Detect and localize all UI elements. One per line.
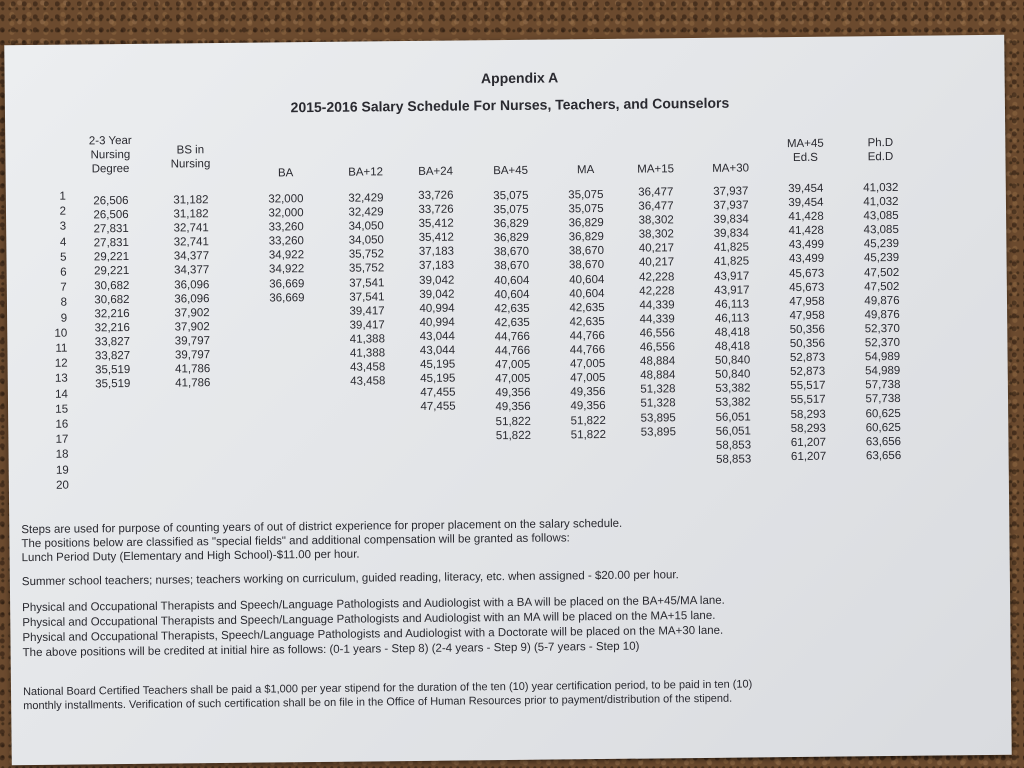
salary-column	[401, 188, 473, 414]
step-number: 10	[54, 327, 68, 340]
salary-cell: 61,207	[790, 450, 827, 463]
salary-column	[771, 182, 844, 465]
salary-cell: 43,044	[419, 330, 455, 343]
salary-cell: 35,412	[418, 231, 454, 245]
column-header: MA+15	[637, 163, 675, 176]
salary-cell: 34,377	[173, 264, 210, 277]
salary-cell: 54,989	[864, 351, 901, 364]
salary-cell: 38,670	[568, 259, 605, 272]
step-number: 13	[54, 373, 68, 386]
column-header: BA+12	[348, 166, 384, 179]
salary-cell: 34,922	[268, 263, 305, 276]
note-nbct-stipend: National Board Certified Teachers shall be paid a $1,000 per year stipend for the duration of the ten (10) year certification period, to be paid in ten (10)	[22, 678, 753, 699]
note-special-fields: The positions below are classified as "special fields" and additional compensation will be granted as follows:	[21, 532, 570, 551]
salary-cell: 35,519	[95, 364, 131, 377]
salary-cell: 49,356	[570, 386, 606, 399]
salary-cell: 58,853	[715, 453, 752, 466]
salary-cell: 37,902	[174, 306, 210, 320]
salary-cell: 48,418	[714, 340, 751, 353]
salary-cell: 45,673	[789, 267, 825, 280]
step-number: 14	[55, 388, 68, 401]
salary-cell: 47,502	[864, 266, 900, 279]
salary-cell: 63,656	[865, 435, 902, 448]
salary-cell: 45,239	[863, 252, 900, 265]
salary-cell: 37,902	[174, 320, 210, 334]
step-number: 11	[55, 342, 68, 355]
salary-cell: 60,625	[865, 421, 901, 434]
salary-cell: 46,556	[639, 341, 676, 354]
salary-cell: 38,302	[638, 228, 674, 241]
salary-cell: 41,428	[788, 224, 824, 238]
salary-cell: 37,183	[418, 260, 455, 273]
salary-cell: 43,458	[350, 375, 386, 388]
salary-cell: 43,917	[714, 284, 750, 297]
salary-cell: 44,339	[639, 299, 675, 312]
step-number: 9	[60, 312, 68, 325]
salary-cell: 42,228	[639, 270, 675, 284]
salary-cell: 41,786	[175, 363, 211, 376]
column-header: MA+30	[712, 162, 750, 175]
salary-column	[846, 181, 919, 464]
salary-cell: 32,216	[94, 307, 130, 321]
salary-cell: 43,458	[349, 361, 386, 374]
salary-cell: 51,822	[495, 429, 532, 442]
salary-cell: 56,051	[715, 425, 751, 438]
salary-cell: 31,182	[173, 208, 209, 221]
salary-cell: 47,005	[569, 358, 606, 371]
salary-cell: 33,260	[268, 235, 304, 248]
salary-cell: 47,958	[789, 309, 825, 322]
salary-cell: 45,195	[419, 358, 456, 372]
salary-cell: 49,876	[864, 308, 900, 322]
note-summer-school: Summer school teachers; nurses; teachers working on curriculum, guided reading, literacy, etc. when assigned - $20.00 per hour.	[21, 569, 679, 589]
salary-cell: 37,937	[713, 199, 749, 212]
salary-cell: 32,429	[348, 192, 384, 205]
salary-cell: 38,670	[493, 260, 530, 273]
salary-cell: 47,455	[420, 400, 456, 414]
salary-cell: 36,829	[493, 232, 529, 245]
salary-column	[331, 191, 403, 389]
salary-column	[621, 185, 694, 439]
step-number: 17	[55, 433, 69, 446]
salary-cell: 44,766	[494, 344, 531, 358]
salary-cell: 58,293	[790, 408, 826, 421]
salary-cell: 44,766	[494, 330, 530, 344]
salary-cell: 56,051	[715, 410, 751, 424]
salary-cell: 39,834	[713, 213, 749, 227]
salary-cell: 47,958	[789, 295, 825, 308]
salary-cell: 33,260	[268, 221, 304, 234]
salary-cell: 43,085	[863, 210, 899, 223]
salary-cell: 26,506	[93, 194, 129, 208]
salary-cell: 31,182	[173, 194, 209, 207]
salary-cell: 61,207	[790, 436, 827, 449]
salary-cell: 47,502	[864, 280, 900, 293]
salary-cell: 46,113	[714, 312, 750, 325]
salary-cell: 39,797	[174, 349, 211, 362]
salary-cell: 36,669	[269, 291, 305, 305]
salary-cell: 30,682	[94, 279, 130, 292]
salary-cell: 39,417	[349, 319, 385, 332]
salary-column	[696, 184, 769, 467]
step-number: 18	[55, 449, 69, 462]
salary-cell: 43,085	[863, 224, 899, 237]
step-number: 12	[54, 357, 68, 370]
salary-cell: 52,873	[789, 351, 826, 365]
salary-cell: 49,356	[495, 387, 531, 400]
salary-cell: 60,625	[865, 407, 901, 420]
salary-cell: 36,477	[638, 186, 674, 199]
salary-cell: 55,517	[790, 379, 826, 393]
salary-column	[551, 188, 624, 442]
step-number: 16	[55, 418, 69, 431]
column-header: Ph.D Ed.D	[867, 136, 894, 164]
salary-cell: 41,825	[713, 255, 750, 269]
salary-cell: 27,831	[93, 237, 129, 250]
salary-cell: 36,096	[174, 292, 210, 306]
salary-cell: 36,829	[568, 231, 604, 244]
salary-cell: 50,840	[715, 368, 751, 382]
salary-cell: 34,050	[348, 220, 384, 233]
salary-cell: 35,519	[95, 378, 131, 391]
step-number: 2	[59, 205, 67, 218]
salary-cell: 27,831	[93, 223, 129, 236]
document-title: 2015-2016 Salary Schedule For Nurses, Teachers, and Counselors	[290, 94, 730, 116]
salary-cell: 63,656	[865, 449, 902, 463]
salary-cell: 49,356	[570, 400, 606, 413]
salary-cell: 42,635	[494, 316, 530, 329]
salary-cell: 32,741	[173, 222, 209, 235]
salary-cell: 35,075	[493, 203, 529, 217]
salary-cell: 58,853	[715, 439, 752, 452]
salary-cell: 39,834	[713, 227, 749, 241]
step-number: 15	[55, 403, 69, 416]
salary-cell: 50,356	[789, 337, 826, 351]
salary-column	[476, 189, 549, 443]
salary-cell: 39,454	[788, 182, 824, 196]
salary-column	[76, 194, 148, 392]
salary-cell: 40,604	[494, 274, 530, 287]
salary-cell: 53,382	[715, 382, 751, 396]
salary-cell: 40,217	[638, 256, 675, 270]
salary-cell: 45,239	[863, 238, 900, 251]
salary-cell: 42,635	[494, 302, 530, 315]
salary-cell: 52,873	[790, 365, 826, 379]
note-nbct-verification: monthly installments. Verification of such certification shall be on file in the Office of Human Resources prior to payment/distribution of the stipend.	[23, 692, 733, 713]
salary-cell: 55,517	[790, 394, 826, 407]
column-header: MA+45 Ed.S	[786, 137, 824, 165]
salary-cell: 41,032	[863, 195, 899, 209]
salary-cell: 32,000	[268, 207, 304, 220]
appendix-label: Appendix A	[480, 69, 559, 87]
salary-cell: 45,673	[789, 281, 825, 294]
salary-cell: 52,370	[864, 322, 900, 336]
salary-cell: 40,604	[569, 287, 605, 301]
salary-cell: 29,221	[93, 265, 130, 278]
salary-cell: 49,876	[864, 294, 900, 308]
salary-cell: 33,827	[94, 349, 131, 363]
step-numbers-column	[36, 190, 69, 494]
salary-cell: 38,302	[638, 214, 674, 227]
salary-cell: 49,356	[495, 401, 531, 414]
salary-cell: 47,005	[494, 358, 531, 372]
salary-cell: 35,752	[348, 262, 385, 276]
salary-cell: 39,454	[788, 196, 824, 210]
salary-cell: 43,499	[788, 239, 825, 252]
salary-cell: 38,670	[493, 246, 530, 259]
salary-cell: 47,005	[570, 372, 606, 385]
step-number: 8	[60, 297, 68, 310]
salary-cell: 47,005	[495, 372, 531, 386]
salary-cell: 41,786	[175, 377, 211, 390]
salary-cell: 35,752	[348, 248, 385, 262]
salary-cell: 33,726	[418, 203, 454, 217]
salary-cell: 36,829	[568, 217, 604, 230]
salary-cell: 32,000	[268, 193, 304, 206]
salary-cell: 36,096	[174, 278, 210, 292]
step-number: 4	[59, 236, 67, 249]
salary-cell: 39,417	[349, 305, 385, 318]
salary-cell: 36,477	[638, 200, 674, 213]
salary-cell: 40,217	[638, 242, 675, 255]
salary-cell: 51,328	[640, 383, 676, 396]
note-initial-hire: The above positions will be credited at initial hire as follows: (0-1 years - Step 8) (2-4 years - Step 9) (5-7 years - Step 10)	[22, 640, 640, 660]
salary-cell: 41,388	[349, 333, 386, 346]
salary-cell: 40,994	[419, 316, 455, 329]
salary-cell: 32,741	[173, 236, 209, 249]
salary-cell: 50,356	[789, 323, 825, 336]
salary-cell: 45,195	[420, 372, 456, 386]
salary-cell: 53,895	[640, 411, 676, 425]
salary-schedule-document	[4, 35, 1011, 765]
salary-cell: 48,884	[640, 369, 676, 382]
salary-cell: 34,922	[268, 249, 305, 262]
salary-cell: 44,339	[639, 313, 675, 326]
salary-cell: 43,917	[714, 270, 750, 283]
salary-cell: 42,228	[639, 284, 675, 298]
salary-cell: 44,766	[569, 329, 605, 343]
salary-cell: 54,989	[865, 365, 901, 378]
salary-cell: 35,075	[568, 188, 604, 202]
note-therapists-ma: Physical and Occupational Therapists and Speech/Language Pathologists and Audiologist with an MA will be placed on the MA+15 lane.	[22, 609, 716, 630]
salary-cell: 37,541	[349, 276, 385, 290]
note-therapists-doctorate: Physical and Occupational Therapists, Speech/Language Pathologists and Audiologist with a Doctorate will be placed on the MA+30 lane.	[22, 624, 724, 645]
column-header: BA	[277, 167, 294, 180]
step-number: 19	[55, 464, 69, 477]
salary-cell: 38,670	[568, 245, 605, 258]
step-number: 6	[60, 266, 67, 279]
salary-cell: 39,042	[419, 288, 455, 301]
salary-cell: 57,738	[865, 393, 901, 406]
salary-column	[156, 193, 228, 391]
column-header: MA	[576, 164, 595, 177]
salary-cell: 35,412	[418, 217, 454, 231]
salary-cell: 51,328	[640, 397, 676, 411]
salary-cell: 36,829	[493, 217, 529, 231]
column-header: BA+45	[493, 164, 529, 178]
salary-cell: 44,766	[569, 344, 606, 357]
step-number: 1	[59, 190, 66, 203]
salary-cell: 53,895	[640, 425, 676, 439]
salary-cell: 40,994	[419, 302, 455, 315]
salary-cell: 58,293	[790, 422, 826, 435]
salary-cell: 41,388	[349, 347, 386, 360]
salary-cell: 26,506	[93, 209, 129, 222]
salary-cell: 43,044	[419, 344, 456, 357]
salary-cell: 41,428	[788, 210, 824, 224]
salary-cell: 40,604	[494, 288, 530, 301]
salary-cell: 36,669	[269, 277, 305, 291]
salary-cell: 39,042	[419, 274, 455, 287]
column-header: BS in Nursing	[170, 144, 211, 171]
step-number: 20	[56, 479, 69, 492]
salary-cell: 37,541	[349, 290, 385, 304]
salary-cell: 51,822	[570, 428, 607, 441]
salary-cell: 33,726	[418, 189, 454, 202]
salary-cell: 42,635	[569, 301, 605, 315]
salary-column	[251, 192, 322, 305]
salary-cell: 40,604	[569, 273, 605, 286]
note-therapists-ba: Physical and Occupational Therapists and Speech/Language Pathologists and Audiologist with a BA will be placed on the BA+45/MA lane.	[22, 594, 725, 615]
salary-cell: 29,221	[93, 251, 130, 264]
step-number: 7	[60, 281, 67, 294]
salary-cell: 52,370	[864, 336, 901, 350]
salary-cell: 32,216	[94, 321, 130, 335]
salary-cell: 35,075	[568, 203, 604, 216]
salary-cell: 37,937	[713, 185, 749, 198]
salary-cell: 33,827	[94, 335, 131, 349]
step-number: 3	[59, 221, 67, 234]
salary-cell: 43,499	[788, 253, 825, 266]
salary-cell: 51,822	[495, 415, 531, 428]
salary-cell: 57,738	[865, 379, 901, 392]
salary-cell: 37,183	[418, 245, 455, 259]
salary-cell: 30,682	[94, 293, 130, 306]
salary-cell: 51,822	[570, 414, 606, 427]
salary-cell: 41,032	[863, 181, 899, 195]
step-number: 5	[60, 251, 67, 264]
salary-cell: 48,884	[639, 355, 676, 368]
salary-cell: 46,113	[714, 298, 750, 311]
column-header: 2-3 Year Nursing Degree	[88, 134, 132, 176]
salary-cell: 50,840	[714, 354, 751, 367]
salary-cell: 41,825	[713, 241, 750, 255]
salary-cell: 35,075	[493, 189, 529, 203]
salary-cell: 32,429	[348, 206, 384, 219]
salary-cell: 48,418	[714, 326, 750, 339]
salary-cell: 39,797	[174, 335, 211, 348]
note-lunch-duty: Lunch Period Duty (Elementary and High School)-$11.00 per hour.	[21, 548, 360, 565]
salary-cell: 34,377	[173, 250, 210, 263]
salary-cell: 46,556	[639, 327, 675, 340]
salary-cell: 42,635	[569, 315, 605, 329]
salary-cell: 34,050	[348, 234, 384, 247]
salary-cell: 47,455	[420, 386, 456, 400]
note-steps: Steps are used for purpose of counting years of out of district experience for proper placement on the salary schedule.	[21, 517, 623, 537]
salary-cell: 53,382	[715, 396, 751, 410]
column-header: BA+24	[418, 165, 454, 178]
